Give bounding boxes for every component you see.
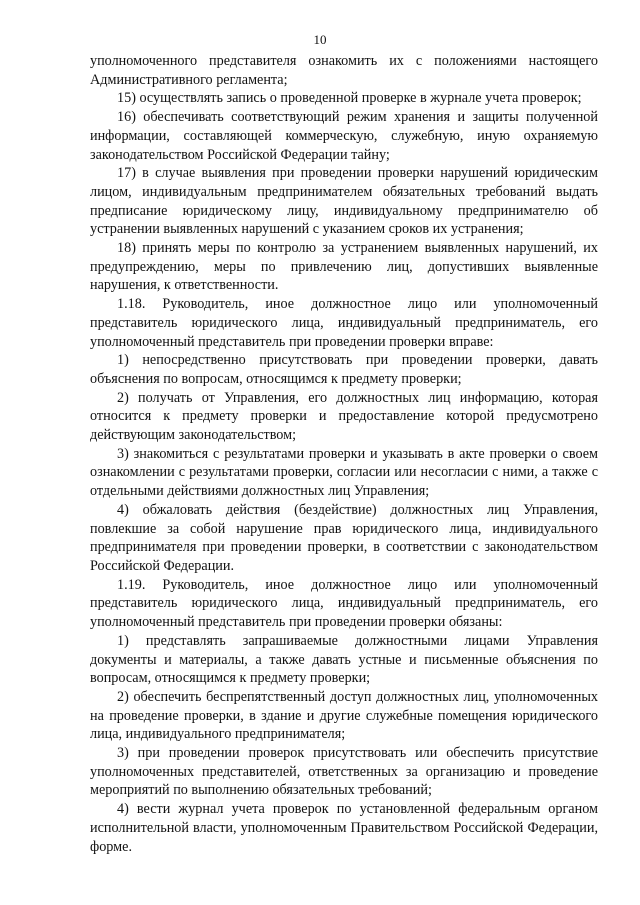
paragraph: 1) непосредственно присутствовать при проведении проверки, давать объяснения по вопросам, относящимся к предмету проверки; [90,352,598,387]
page-number: 10 [313,32,327,47]
paragraph: 18) принять меры по контролю за устранением выявленных нарушений, их предупреждению, меры по привлечению лиц, допустивших выявленные нарушения, к ответственности. [90,240,598,294]
paragraph: 2) обеспечить беспрепятственный доступ должностных лиц, уполномоченных на проведение проверки, в здание и другие служебные помещения юридического лица, индивидуального предпринимателя; [90,688,598,743]
paragraph: 15) осуществлять запись о проведенной проверке в журнале учета проверок; [117,90,582,107]
paragraph: 1.19. Руководитель, иное должностное лицо или уполномоченный представитель юридического лица, индивидуальный предприниматель, его уполномоченный представитель при проведении проверки обязаны: [90,576,598,631]
paragraph: 16) обеспечивать соответствующий режим хранения и защиты полученной информации, составляющей коммерческую, служебную, иную охраняемую законодательством Российской Федерации тайну; [90,109,598,163]
paragraph: 3) знакомиться с результатами проверки и указывать в акте проверки о своем ознакомлении с результатами проверки, согласии или несогласии с ними, а также с отдельными действиями должностных лиц Управления; [90,445,598,500]
paragraph: 1.18. Руководитель, иное должностное лицо или уполномоченный представитель юридического лица, индивидуальный предприниматель, его уполномоченный представитель при проведении проверки вправе: [90,296,598,350]
paragraph: 2) получать от Управления, его должностных лиц информацию, которая относится к предмету проверки и предоставление которой предусмотрено действующим законодательством; [90,389,598,444]
paragraph: 3) при проведении проверок присутствовать или обеспечить присутствие уполномоченных представителей, ответственных за организацию и проведение мероприятий по выполнению обязательных требований; [90,745,598,799]
paragraph: 1) представлять запрашиваемые должностными лицами Управления документы и материалы, а также давать устные и письменные объяснения по вопросам, относящимся к предмету проверки; [90,632,598,687]
paragraph: 4) вести журнал учета проверок по установленной федеральным органом исполнительной власти, уполномоченным Правительством Российской Федерации, форме. [90,801,598,855]
document-body [90,52,598,856]
paragraph: 4) обжаловать действия (бездействие) должностных лиц Управления, повлекшие за собой нарушение прав юридического лица, индивидуального предпринимателя при проведении проверки, в соответствии с законодательством Российской Федерации. [90,501,598,574]
paragraph: 17) в случае выявления при проведении проверки нарушений юридическим лицом, индивидуальным предпринимателем обязательных требований выдать предписание юридическому лицу, индивидуальному предпринимателю об устранении выявленных нарушений с указанием сроков их устранения; [90,165,598,238]
paragraph: уполномоченного представителя ознакомить их с положениями настоящего Административного регламента; [90,53,598,88]
